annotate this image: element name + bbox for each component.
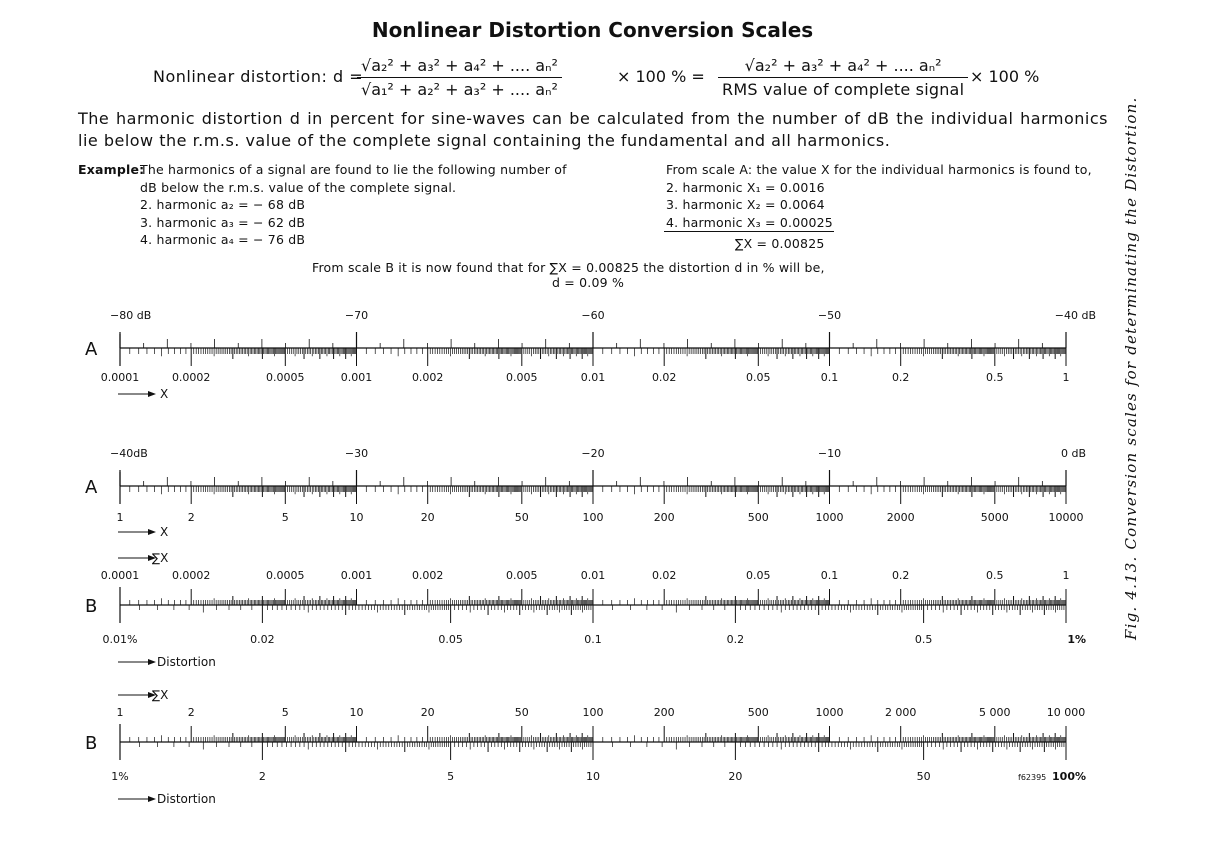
sum-value-label: 0.05 [746,569,771,582]
scale-letter-b: B [85,596,98,617]
distortion-arrow-head [148,796,156,802]
scale-letter-b: B [85,733,98,754]
distortion-value-label: 0.05 [438,633,463,646]
x-value-label: 0.02 [651,371,677,384]
distortion-value-label: 1% [1067,633,1086,646]
distortion-value-label: 1% [111,770,129,783]
distortion-arrow-label: Distortion [157,792,216,806]
x-value-label: 10000 [1048,511,1084,524]
sum-value-label: 0.5 [986,569,1004,582]
formula-times-2: × 100 % [970,67,1040,86]
x-value-label: 100 [582,511,604,524]
x-value-label: 0.002 [411,371,444,384]
distortion-value-label: 10 [586,770,600,783]
example-left-line: 3. harmonic a₃ = − 62 dB [140,214,306,230]
sum-value-label: 5 000 [979,706,1011,719]
fraction-2-numerator: √a₂² + a₃² + a₄² + .... aₙ² [718,56,968,78]
sum-value-label: 0.1 [820,569,839,582]
sum-value-label: 0.001 [340,569,373,582]
x-value-label: 200 [653,511,675,524]
distortion-arrow-label: Distortion [157,655,216,669]
sum-value-label: 0.01 [580,569,606,582]
distortion-value-label: 0.1 [584,633,602,646]
sum-value-label: 200 [653,706,675,719]
page-title: Nonlinear Distortion Conversion Scales [371,18,814,42]
db-label: −20 [581,447,605,460]
distortion-value-label: 0.01% [102,633,138,646]
example-left-line: dB below the r.m.s. value of the complete signal. [140,179,457,195]
example-right-line: 3. harmonic X₂ = 0.0064 [666,197,825,212]
sum-value-label: 10 [349,706,364,719]
sum-value-label: 0.0001 [100,569,140,582]
example-sum: ∑X = 0.00825 [735,236,825,251]
sum-value-label: 0.005 [506,569,538,582]
x-value-label: 5 [281,511,289,524]
example-conclusion: From scale B it is now found that for ∑X = 0.00825 the distortion d in % will be, [312,260,825,275]
x-value-label: 1 [1062,371,1070,384]
distortion-value-label: 0.5 [914,633,933,646]
distortion-arrow-head [148,659,156,665]
sum-value-label: 2 [187,706,195,719]
example-right-line: From scale A: the value X for the individual harmonics is found to, [666,162,1092,177]
db-label: −30 [344,447,369,460]
scale-letter-a: A [85,339,98,360]
sum-value-label: 100 [582,706,604,719]
db-label: 0 dB [1060,447,1086,460]
db-label: −40dB [110,447,148,460]
sum-value-label: 0.0002 [171,569,211,582]
sum-value-label: 1 [1062,569,1070,582]
sum-value-label: 50 [514,706,529,719]
x-value-label: 0.001 [340,371,373,384]
formula-lhs: Nonlinear distortion: d = [153,67,364,86]
scale-b-small [85,551,1086,669]
db-label: −70 [344,309,369,322]
x-value-label: 5000 [980,511,1009,524]
x-value-label: 2000 [886,511,915,524]
x-value-label: 0.5 [986,371,1004,384]
x-arrow-head [148,529,156,535]
distortion-value-label: 20 [728,770,743,783]
sum-value-label: 1000 [815,706,844,719]
distortion-value-label: 5 [447,770,455,783]
x-value-label: 10 [349,511,364,524]
distortion-value-label: 2 [258,770,266,783]
example-left-line: The harmonics of a signal are found to lie the following number of [140,162,567,177]
example-result: d = 0.09 % [552,275,625,290]
distortion-value-label: 50 [916,770,931,783]
scale-letter-a: A [85,477,98,498]
sum-value-label: 500 [747,706,769,719]
x-value-label: 50 [514,511,529,524]
x-value-label: 0.0005 [266,371,305,384]
intro-paragraph: The harmonic distortion d in percent for sine-waves can be calculated from the number of dB the individual harmonics lie below the r.m.s. value of the complete signal containing the fundamental and all harmonics. [78,109,1108,150]
x-value-label: 0.2 [891,371,910,384]
example-left-line: 4. harmonic a₄ = − 76 dB [140,232,306,247]
x-value-label: 0.05 [746,371,771,384]
sum-arrow-label: ∑X [152,688,169,702]
x-value-label: 0.0001 [100,371,140,384]
example-left-line: 2. harmonic a₂ = − 68 dB [140,197,306,212]
x-value-label: 0.01 [580,371,606,384]
sum-value-label: 20 [420,706,435,719]
db-label: −80 dB [110,309,152,322]
figure-caption: Fig. 4.13. Conversion scales for determinating the Distortion. [1122,96,1140,640]
x-arrow-label: X [160,525,169,539]
fraction-1-denominator: √a₁² + a₂² + a₃² + .... aₙ² [361,80,558,99]
x-arrow-label: X [160,387,169,401]
x-value-label: 2 [187,511,195,524]
x-arrow-head [148,391,156,397]
x-value-label: 20 [420,511,435,524]
sum-arrow-label: ∑X [152,551,169,565]
x-value-label: 1000 [815,511,844,524]
sum-value-label: 0.2 [891,569,910,582]
sum-value-label: 0.02 [651,569,677,582]
example-right-line: 4. harmonic X₃ = 0.00025 [666,214,833,230]
x-value-label: 0.1 [820,371,839,384]
db-label: −40 dB [1054,309,1096,322]
sum-value-label: 0.0005 [266,569,305,582]
scale-a-ratio [85,447,1086,539]
fraction-2-denominator: RMS value of complete signal [722,80,965,99]
scale-b-large [85,688,1086,806]
formula-times-1: × 100 % = [617,67,705,86]
sum-value-label: 5 [281,706,289,719]
distortion-value-label: 100% [1052,770,1086,783]
db-label: −10 [817,447,842,460]
x-value-label: 0.005 [506,371,538,384]
x-value-label: 1 [116,511,124,524]
x-value-label: 0.0002 [171,371,211,384]
db-label: −60 [581,309,605,322]
sum-value-label: 10 000 [1046,706,1086,719]
example-right-line: 2. harmonic X₁ = 0.0016 [666,179,825,195]
distortion-value-label: 0.02 [250,633,275,646]
scale-a-db [85,309,1096,401]
fraction-1-numerator: √a₂² + a₃² + a₄² + .... aₙ² [357,56,562,78]
db-label: −50 [817,309,842,322]
plate-number-stamp: f62395 [1018,773,1047,782]
example-label: Example: [78,162,145,177]
distortion-value-label: 0.2 [726,633,745,646]
sum-value-label: 2 000 [884,706,917,719]
x-value-label: 500 [747,511,769,524]
sum-value-label: 0.002 [411,569,444,582]
sum-value-label: 1 [116,706,124,719]
